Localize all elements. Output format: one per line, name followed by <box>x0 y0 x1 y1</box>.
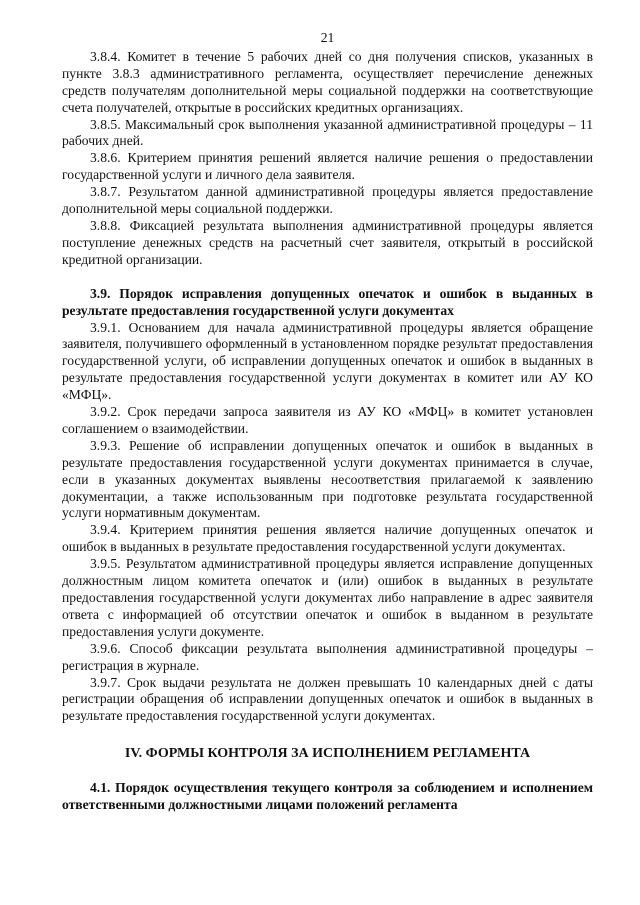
paragraph-3-9-1: 3.9.1. Основанием для начала административной процедуры является обращение заявителя, получившего оформленный в установленном порядке результат предоставления государственной услуги, об исправлении допущенных опечаток и ошибок в выданных в результате предоставления государственной услуги документах в комитет или АУ КО «МФЦ». <box>62 319 593 403</box>
paragraph-3-9-6: 3.9.6. Способ фиксации результата выполнения административной процедуры – регистрация в журнале. <box>62 640 593 673</box>
paragraph-3-8-6: 3.8.6. Критерием принятия решений является наличие решения о предоставлении государственной услуги и личного дела заявителя. <box>62 150 593 183</box>
paragraph-3-8-8: 3.8.8. Фиксацией результата выполнения административной процедуры является поступление денежных средств на расчетный счет заявителя, открытый в российской кредитной организации. <box>62 217 593 267</box>
section-heading-3-9: 3.9. Порядок исправления допущенных опечаток и ошибок в выданных в результате предоставления государственной услуги документах <box>62 285 593 318</box>
paragraph-3-9-4: 3.9.4. Критерием принятия решения является наличие допущенных опечаток и ошибок в выданных в результате предоставления государственной услуги документах. <box>62 522 593 555</box>
page-number: 21 <box>320 30 335 45</box>
paragraph-3-9-3: 3.9.3. Решение об исправлении допущенных опечаток и ошибок в выданных в результате предоставления государственной услуги документах принимается в случае, если в указанных документах выявлены несоответствия прилагаемой к заявлению документации, а также использованным при подготовке результата государственной услуги нормативным документам. <box>62 437 593 521</box>
paragraph-3-8-5: 3.8.5. Максимальный срок выполнения указанной административной процедуры – 11 рабочих дней. <box>62 116 593 149</box>
section-heading-4-1: 4.1. Порядок осуществления текущего контроля за соблюдением и исполнением ответственными должностными лицами положений регламента <box>62 780 593 813</box>
paragraph-3-9-2: 3.9.2. Срок передачи запроса заявителя из АУ КО «МФЦ» в комитет установлен соглашением о взаимодействии. <box>62 404 593 436</box>
section-iv-title: IV. ФОРМЫ КОНТРОЛЯ ЗА ИСПОЛНЕНИЕМ РЕГЛАМЕНТА <box>124 746 531 762</box>
paragraph-3-9-7: 3.9.7. Срок выдачи результата не должен превышать 10 календарных дней с даты регистрации обращения об исправлении допущенных опечаток и ошибок в выданных в результате предоставления государственной услуги документах. <box>62 674 593 724</box>
paragraph-3-8-7: 3.8.7. Результатом данной административной процедуры является предоставление дополнительной меры социальной поддержки. <box>62 184 593 217</box>
paragraph-3-8-4: 3.8.4. Комитет в течение 5 рабочих дней со дня получения списков, указанных в пункте 3.8.3 административного регламента, осуществляет перечисление денежных средств получателям дополнительной меры социальной поддержки на соответствующие счета получателей, открытые в российских кредитных организациях. <box>62 48 593 115</box>
paragraph-3-9-5: 3.9.5. Результатом административной процедуры является исправление допущенных должностным лицом комитета опечаток и (или) ошибок в выданных в результате предоставления государственной услуги документах либо направление в адрес заявителя ответа с информацией об отсутствии опечаток и ошибок в выданном в результате предоставления услуги документе. <box>62 556 593 639</box>
